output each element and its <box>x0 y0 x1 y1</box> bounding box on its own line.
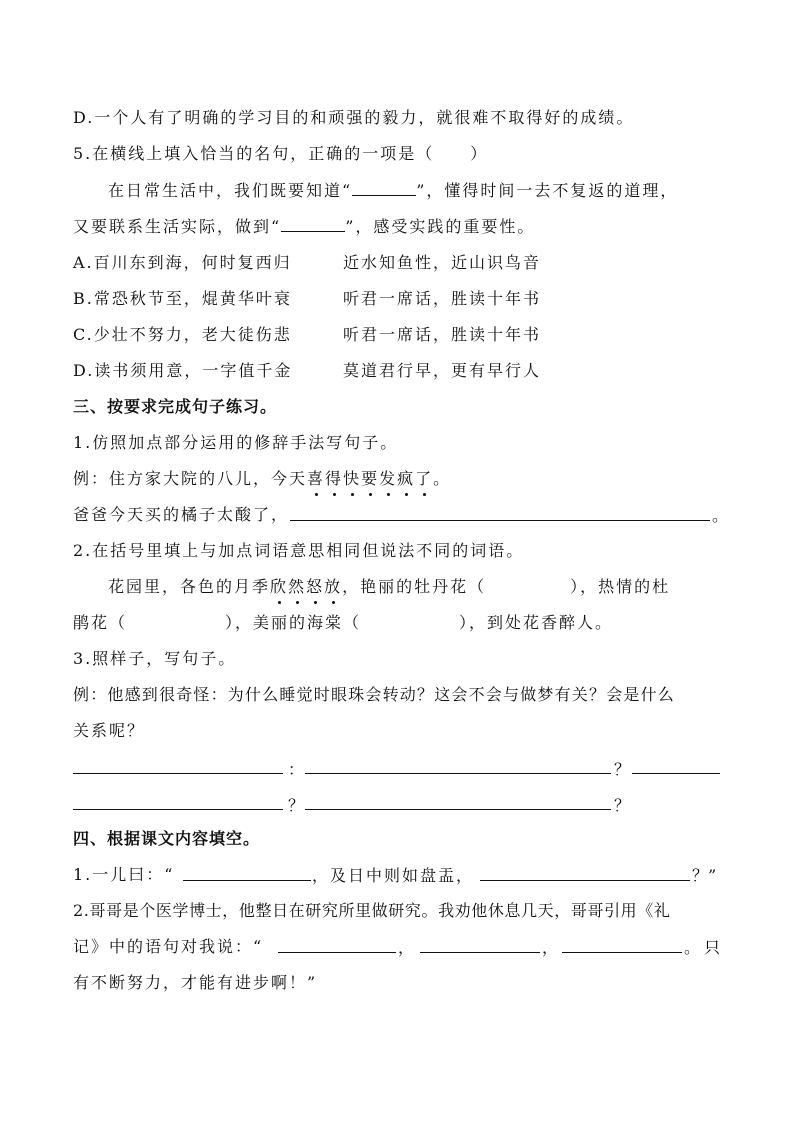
s3-q3-example-line1: 例：他感到很奇怪：为什么睡觉时眼珠会转动？这会不会与做梦有关？会是什么 <box>73 685 676 704</box>
s4-q2-blank-1[interactable] <box>278 952 396 953</box>
s3-q2-title: 2.在括号里填上与加点词语意思相同但说法不同的词语。 <box>73 541 525 560</box>
q5-text: ”，感受实践的重要性。 <box>345 217 536 236</box>
comma: ， <box>398 938 415 957</box>
q5-text: ”，懂得时间一去不复返的道理， <box>416 181 679 200</box>
q5-option-b <box>73 287 723 311</box>
section3-heading: 三、按要求完成句子练习。 <box>73 397 278 416</box>
q5-option-c <box>73 323 723 347</box>
question-mark: ？ <box>288 796 305 815</box>
q5-paragraph-line1 <box>108 179 758 203</box>
option-c-left: C.少壮不努力，老大徒伤悲 <box>73 325 292 344</box>
q5-option-a <box>73 251 723 275</box>
s4-q1-middle: ，及日中则如盘盂， <box>312 866 475 885</box>
example-text: 例：住方家大院的八儿，今天 <box>73 469 308 488</box>
s3-q3-answer-line-2[interactable] <box>305 773 611 774</box>
s3-q3-answer-line-3[interactable] <box>632 773 720 774</box>
s3-q3-answer-line-4[interactable] <box>73 809 283 810</box>
s3-q1-prompt <box>73 503 723 527</box>
s3-q3-title: 3.照样子，写句子。 <box>73 649 237 668</box>
s3-q1-example: 例：住方家大院的八儿，今天喜得快要发疯了。 <box>73 467 723 491</box>
s3-q1-title: 1.仿照加点部分运用的修辞手法写句子。 <box>73 433 399 452</box>
s3-q1-period: 。 <box>712 506 729 525</box>
s4-q2-blank-2[interactable] <box>420 952 540 953</box>
q4-option-d: D.一个人有了明确的学习目的和顽强的毅力，就很难不取得好的成绩。 <box>73 108 635 127</box>
s3-q2-line2: 鹃花（ ），美丽的海棠（ ），到处花香醉人。 <box>73 613 614 632</box>
option-b-right: 听君一席话，胜读十年书 <box>343 289 542 308</box>
s4-q1-blank-2[interactable] <box>480 880 690 881</box>
q5-text: 又要联系生活实际，做到“ <box>73 217 282 236</box>
s4-q1-end: ？” <box>692 866 717 885</box>
s4-q2-blank-3[interactable] <box>562 952 682 953</box>
s3-q2-line1: 花园里，各色的月季欣然怒放，艳丽的牡丹花（ ），热情的杜 <box>108 575 758 599</box>
s3-q3-answer-line-5[interactable] <box>305 809 611 810</box>
comma: ， <box>542 938 559 957</box>
s4-q2-line2-end: 。只 <box>684 938 725 957</box>
dotted-phrase: 欣然怒放 <box>270 577 342 596</box>
option-d-left: D.读书须用意，一字值千金 <box>73 361 293 380</box>
s4-q1-blank-1[interactable] <box>183 880 311 881</box>
dotted-phrase: 喜得快要发疯了 <box>307 469 433 488</box>
q5-title: 5.在横线上填入恰当的名句，正确的一项是（ ） <box>73 144 489 163</box>
s4-q2-line1: 2.哥哥是个医学博士，他整日在研究所里做研究。我劝他休息几天，哥哥引用《礼 <box>73 901 671 920</box>
q5-blank-2[interactable] <box>281 215 345 232</box>
q5-blank-1[interactable] <box>352 179 416 196</box>
q5-paragraph-line2 <box>73 215 723 239</box>
q5-text: 在日常生活中，我们既要知道“ <box>108 181 353 200</box>
s3-q1-answer-line[interactable] <box>290 520 710 521</box>
option-d-right: 莫道君行早，更有早行人 <box>343 361 542 380</box>
question-mark: ？ <box>614 796 631 815</box>
prompt-text: 爸爸今天买的橘子太酸了， <box>73 505 290 524</box>
option-c-right: 听君一席话，胜读十年书 <box>343 325 542 344</box>
question-mark: ？ <box>614 760 631 779</box>
s4-q2-line2-start: 记》中的语句对我说：“ <box>73 937 264 956</box>
s4-q1-start: 1.一儿曰：“ <box>73 865 175 884</box>
section4-heading: 四、根据课文内容填空。 <box>73 829 261 848</box>
option-a-left: A.百川东到海，何时复西归 <box>73 253 292 272</box>
q5-option-d <box>73 359 723 383</box>
s3-q3-example-line2: 关系呢？ <box>73 721 146 740</box>
option-b-left: B.常恐秋节至，焜黄华叶衰 <box>73 289 292 308</box>
s3-q3-answer-line-1[interactable] <box>73 773 283 774</box>
colon: ： <box>288 760 305 779</box>
s4-q2-line3: 有不断努力，才能有进步啊！” <box>73 973 318 992</box>
option-a-right: 近水知鱼性，近山识鸟音 <box>343 253 542 272</box>
